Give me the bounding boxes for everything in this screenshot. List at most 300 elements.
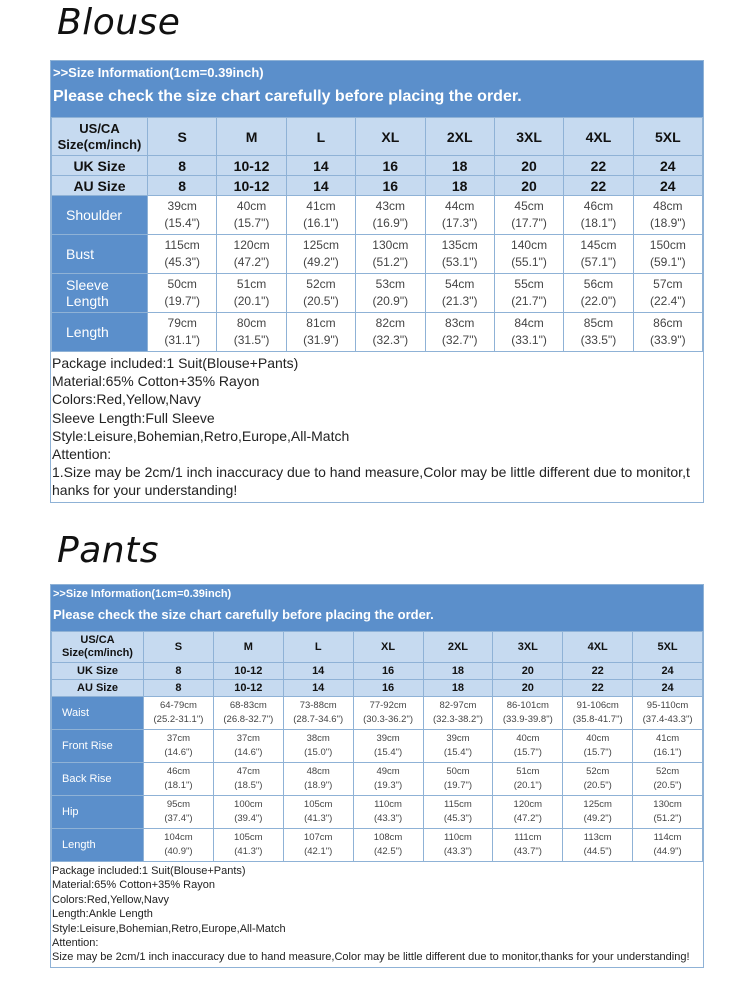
au-size-cell: 10-12 [217,176,286,196]
size-unit-label: Size(cm/inch) [62,647,133,659]
measurement-cm: 54cm [445,276,475,291]
measurement-cm: 48cm [653,198,683,213]
measurement-cm: 46cm [583,198,614,213]
measurement-inch: (17.7") [511,216,547,230]
au-size-cell: 24 [633,176,702,196]
measurement-inch: (21.7") [511,294,547,308]
measurement-cell [425,274,494,313]
measurement-cell [563,829,633,862]
measurement-row [52,235,703,274]
measurement-inch: (15.4") [373,747,403,758]
measurement-inch: (32.7") [441,333,478,347]
measurement-cell [286,313,355,352]
measurement-cm: 86-101cm [506,700,549,712]
measurement-inch: (41.3") [304,813,333,824]
au-size-cell: 18 [425,176,494,196]
measurement-inch: (15.7") [233,216,270,230]
measurement-inch: (47.2") [513,813,542,824]
measurement-inch: (51.2") [653,813,682,824]
uk-size-cell: 14 [286,156,355,176]
uk-size-cell: 14 [283,663,353,680]
pants-check-line: Please check the size chart carefully before placing the order. [53,607,434,622]
measurement-cell [423,697,493,730]
measurement-cell [493,730,563,763]
measurement-cell [148,274,217,313]
au-size-cell: 16 [353,680,423,697]
measurement-inch: (20.1") [513,780,542,791]
size-header-cell: XL [353,632,423,663]
measurement-inch: (37.4") [164,813,193,824]
size-header-cell: 4XL [563,632,633,663]
measurement-cm: 110cm [374,799,402,811]
measurement-cm: 115cm [444,799,472,811]
measurement-inch: (19.3") [373,780,403,791]
measurement-inch: (26.8-32.7") [223,714,274,725]
measurement-inch: (32.3") [372,333,409,347]
measurement-inch: (16.1") [303,216,339,230]
measurement-cell [148,235,217,274]
measurement-inch: (20.1") [233,294,270,308]
measurement-inch: (57.1") [580,255,617,269]
measurement-inch: (43.7") [513,846,542,857]
measurement-row [52,829,703,862]
size-header-cell: L [286,118,355,156]
size-header-cell: 4XL [564,118,633,156]
uk-size-cell: 22 [563,663,633,680]
measurement-inch: (18.1") [164,780,193,791]
note-line: 1.Size may be 2cm/1 inch inaccuracy due to hand measure,Color may be little different due to monitor,t [52,464,690,481]
measurement-cm: 49cm [376,766,400,778]
measurement-cell [353,829,423,862]
measurement-inch: (20.5") [303,294,339,308]
size-header-cell: XL [356,118,425,156]
measurement-cell [217,235,286,274]
au-size-cell: 8 [144,680,214,697]
uk-size-row [52,663,703,680]
measurement-inch: (33.1") [511,333,547,347]
measurement-cell [283,763,353,796]
measurement-cm: 79cm [167,315,197,330]
measurement-inch: (59.1") [650,255,686,269]
measurement-inch: (55.1") [511,255,547,269]
measurement-row [52,274,703,313]
size-header-cell: M [213,632,283,663]
measurement-cm: 82-97cm [439,700,477,712]
us-ca-size-label [52,118,148,156]
au-size-cell: 18 [423,680,493,697]
measurement-cm: 56cm [583,276,614,291]
measurement-cm: 51cm [516,766,540,778]
measurement-cell [144,763,214,796]
measurement-cell [564,274,633,313]
measurement-cell [633,763,703,796]
au-size-row [52,176,703,196]
measurement-cell [148,196,217,235]
pants-size-chart [50,584,704,968]
measurement-cell [148,313,217,352]
size-header-cell: 3XL [494,118,563,156]
measurement-inch: (45.3") [164,255,200,269]
measurement-cm: 107cm [303,832,333,844]
measurement-cm: 43cm [375,198,405,213]
measurement-cell [353,763,423,796]
blouse-chart-header [51,61,703,117]
measurement-cm: 111cm [514,832,542,844]
measurement-inch: (49.2") [303,255,339,269]
measurement-cell [144,697,214,730]
measurement-cell [494,196,563,235]
measurement-inch: (25.2-31.1") [153,714,204,725]
measurement-cell [286,274,355,313]
measurement-cell [494,274,563,313]
measurement-cell [356,235,425,274]
measurement-cell [563,730,633,763]
size-header-cell: 2XL [425,118,494,156]
measurement-label: Waist [52,697,144,730]
size-header-cell: 3XL [493,632,563,663]
size-header-row [52,632,703,663]
measurement-cell [563,763,633,796]
size-header-cell: M [217,118,286,156]
size-header-cell: S [148,118,217,156]
au-size-cell: 20 [493,680,563,697]
measurement-cm: 95cm [166,799,191,811]
measurement-cell [283,697,353,730]
measurement-cm: 77-92cm [369,700,407,712]
measurement-cm: 45cm [514,198,544,213]
measurement-cell [633,313,702,352]
measurement-inch: (18.9") [304,780,333,791]
measurement-cell [283,796,353,829]
measurement-cm: 120cm [233,237,270,252]
measurement-inch: (37.4-43.3") [642,714,693,725]
measurement-inch: (33.9") [650,333,686,347]
measurement-cm: 81cm [306,315,336,330]
note-line: Colors:Red,Yellow,Navy [52,391,201,408]
size-header-cell: 5XL [633,118,702,156]
uk-size-row [52,156,703,176]
uk-size-cell: 10-12 [217,156,286,176]
measurement-cm: 41cm [306,198,336,213]
measurement-cell [564,196,633,235]
measurement-cell [353,796,423,829]
measurement-cm: 130cm [653,799,682,811]
measurement-cm: 44cm [445,198,475,213]
measurement-cm: 140cm [511,237,548,252]
measurement-cm: 85cm [583,315,614,330]
measurement-inch: (16.9") [372,216,409,230]
au-size-row [52,680,703,697]
blouse-size-chart [50,60,704,503]
uk-size-label: UK Size [52,663,144,680]
blouse-title: Blouse [57,2,181,43]
blouse-notes [51,352,703,502]
measurement-inch: (43.3") [443,846,473,857]
measurement-cell [633,274,702,313]
measurement-cell [563,697,633,730]
us-ca-label: US/CA [80,633,115,646]
measurement-row [52,196,703,235]
measurement-inch: (19.7") [443,780,473,791]
measurement-inch: (20.9") [372,294,409,308]
measurement-cell [213,730,283,763]
uk-size-cell: 18 [423,663,493,680]
measurement-cm: 125cm [302,237,339,252]
au-size-cell: 14 [286,176,355,196]
pants-info-line: >>Size Information(1cm=0.39inch) [53,588,232,600]
measurement-cell [633,235,702,274]
measurement-cell [564,313,633,352]
measurement-cm: 52cm [306,276,336,291]
measurement-cm: 39cm [376,733,400,745]
measurement-inch: (33.9-39.8") [502,714,553,725]
measurement-inch: (20.5") [583,780,612,791]
measurement-cm: 114cm [653,832,682,844]
pants-chart-header [51,585,703,631]
measurement-cell [633,829,703,862]
measurement-row [52,730,703,763]
measurement-cm: 115cm [164,237,200,252]
measurement-row [52,763,703,796]
measurement-cm: 40cm [516,733,540,745]
size-header-cell: 2XL [423,632,493,663]
us-ca-label: US/CA [79,120,120,136]
measurement-cell [423,763,493,796]
measurement-cell [423,796,493,829]
measurement-inch: (31.1") [164,333,200,347]
blouse-check-line: Please check the size chart carefully before placing the order. [53,88,522,105]
uk-size-cell: 20 [493,663,563,680]
measurement-cm: 48cm [306,766,330,778]
size-header-row [52,118,703,156]
pants-title: Pants [57,530,159,571]
blouse-info-line: >>Size Information(1cm=0.39inch) [53,65,264,80]
measurement-cell [286,196,355,235]
measurement-cell [356,274,425,313]
measurement-cell [217,196,286,235]
measurement-cell [283,829,353,862]
measurement-inch: (31.9") [303,333,339,347]
measurement-inch: (43.3") [373,813,403,824]
measurement-cell [213,697,283,730]
measurement-label: Shoulder [52,196,148,235]
measurement-inch: (22.4") [650,294,686,308]
measurement-inch: (20.5") [653,780,682,791]
measurement-inch: (49.2") [583,813,612,824]
au-size-cell: 22 [563,680,633,697]
measurement-cell [144,730,214,763]
au-size-cell: 16 [356,176,425,196]
measurement-cm: 64-79cm [159,700,197,712]
note-line: Material:65% Cotton+35% Rayon [52,879,215,892]
measurement-cm: 110cm [444,832,472,844]
note-line: Colors:Red,Yellow,Navy [52,893,169,906]
measurement-row [52,313,703,352]
measurement-cell [633,796,703,829]
au-size-cell: 14 [283,680,353,697]
blouse-size-table [51,117,703,352]
uk-size-cell: 20 [494,156,563,176]
measurement-cell [633,697,703,730]
measurement-cell [425,313,494,352]
measurement-inch: (33.5") [580,333,617,347]
measurement-label: Front Rise [52,730,144,763]
uk-size-cell: 24 [633,663,703,680]
measurement-cm: 41cm [655,733,680,745]
measurement-cell [213,796,283,829]
measurement-inch: (39.4") [234,813,263,824]
measurement-cell [144,796,214,829]
measurement-cell [493,796,563,829]
measurement-inch: (22.0") [580,294,617,308]
measurement-cm: 100cm [234,799,263,811]
measurement-cell [493,697,563,730]
uk-size-cell: 22 [564,156,633,176]
measurement-inch: (35.8-41.7") [572,714,623,725]
measurement-inch: (15.4") [164,216,200,230]
measurement-cell [425,235,494,274]
measurement-cell [425,196,494,235]
measurement-inch: (15.7") [513,747,542,758]
note-line: Style:Leisure,Bohemian,Retro,Europe,All-Match [52,427,350,444]
pants-size-table [51,631,703,862]
measurement-cm: 105cm [234,832,263,844]
measurement-cell [423,730,493,763]
measurement-cm: 84cm [514,315,544,330]
measurement-cm: 135cm [441,237,478,252]
note-line: Attention: [52,937,99,950]
measurement-cell [353,697,423,730]
note-line: Size may be 2cm/1 inch inaccuracy due to hand measure,Color may be little different due to monitor,thanks for your understanding! [52,951,690,964]
measurement-inch: (51.2") [372,255,409,269]
measurement-inch: (31.5") [233,333,270,347]
uk-size-cell: 24 [633,156,702,176]
measurement-inch: (44.5") [583,846,612,857]
measurement-cell [144,829,214,862]
measurement-inch: (17.3") [441,216,478,230]
uk-size-cell: 8 [144,663,214,680]
measurement-inch: (19.7") [164,294,200,308]
measurement-cm: 150cm [649,237,686,252]
measurement-label: Hip [52,796,144,829]
measurement-inch: (40.9") [164,846,193,857]
measurement-label: Bust [52,235,148,274]
note-line: Package included:1 Suit(Blouse+Pants) [52,865,246,877]
measurement-cell [494,313,563,352]
uk-size-cell: 16 [353,663,423,680]
measurement-cm: 105cm [303,799,333,811]
measurement-inch: (18.9") [650,216,686,230]
uk-size-cell: 18 [425,156,494,176]
measurement-cm: 113cm [583,832,612,844]
note-line: Sleeve Length:Full Sleeve [52,409,215,426]
measurement-cell [563,796,633,829]
measurement-cell [356,313,425,352]
measurement-cm: 108cm [373,832,403,844]
measurement-cm: 145cm [580,237,617,252]
au-size-label: AU Size [52,176,148,196]
measurement-cell [283,730,353,763]
measurement-cm: 52cm [655,766,680,778]
measurement-cm: 40cm [236,198,267,213]
au-size-cell: 24 [633,680,703,697]
note-line: hanks for your understanding! [52,482,238,499]
size-header-cell: S [144,632,214,663]
measurement-cm: 68-83cm [229,700,267,712]
note-line: Length:Ankle Length [52,908,153,921]
measurement-cell [286,235,355,274]
size-unit-label: Size(cm/inch) [57,136,142,152]
measurement-cm: 37cm [236,733,260,745]
measurement-cm: 125cm [583,799,612,811]
measurement-cell [633,730,703,763]
measurement-inch: (14.6") [164,747,193,758]
measurement-cm: 95-110cm [646,700,689,712]
measurement-inch: (41.3") [234,846,263,857]
measurement-inch: (15.7") [583,747,612,758]
measurement-inch: (53.1") [441,255,478,269]
measurement-label: Length [52,829,144,862]
measurement-cell [633,196,702,235]
measurement-inch: (44.9") [653,846,682,857]
measurement-inch: (42.5") [373,846,403,857]
measurement-cm: 50cm [446,766,470,778]
measurement-cell [494,235,563,274]
size-header-cell: L [283,632,353,663]
measurement-cm: 52cm [586,766,610,778]
measurement-cm: 53cm [375,276,405,291]
au-size-cell: 10-12 [213,680,283,697]
measurement-inch: (45.3") [443,813,473,824]
measurement-cm: 50cm [167,276,197,291]
measurement-cell [353,730,423,763]
measurement-row [52,697,703,730]
measurement-cm: 39cm [167,198,197,213]
measurement-label: Length [52,313,148,352]
measurement-cm: 73-88cm [299,700,337,712]
measurement-inch: (42.1") [304,846,333,857]
measurement-inch: (16.1") [653,747,682,758]
measurement-inch: (21.3") [441,294,478,308]
measurement-inch: (15.0") [304,747,333,758]
measurement-inch: (32.3-38.2") [433,714,483,725]
measurement-cm: 46cm [166,766,191,778]
measurement-cell [356,196,425,235]
measurement-inch: (14.6") [234,747,263,758]
au-size-label: AU Size [52,680,144,697]
measurement-cell [213,763,283,796]
note-line: Package included:1 Suit(Blouse+Pants) [52,355,299,371]
measurement-cm: 37cm [166,733,191,745]
note-line: Style:Leisure,Bohemian,Retro,Europe,All-Match [52,922,286,935]
measurement-cm: 51cm [236,276,267,291]
measurement-cell [423,829,493,862]
au-size-cell: 8 [148,176,217,196]
uk-size-cell: 8 [148,156,217,176]
measurement-inch: (28.7-34.6") [293,714,344,725]
measurement-cm: 82cm [375,315,405,330]
measurement-inch: (18.1") [580,216,617,230]
measurement-cm: 86cm [653,315,683,330]
measurement-cm: 91-106cm [576,700,619,712]
measurement-cell [564,235,633,274]
measurement-inch: (47.2") [233,255,270,269]
uk-size-cell: 10-12 [213,663,283,680]
measurement-cell [217,274,286,313]
measurement-inch: (30.3-36.2") [363,714,413,725]
note-line: Attention: [52,446,112,463]
measurement-cm: 130cm [372,237,409,252]
